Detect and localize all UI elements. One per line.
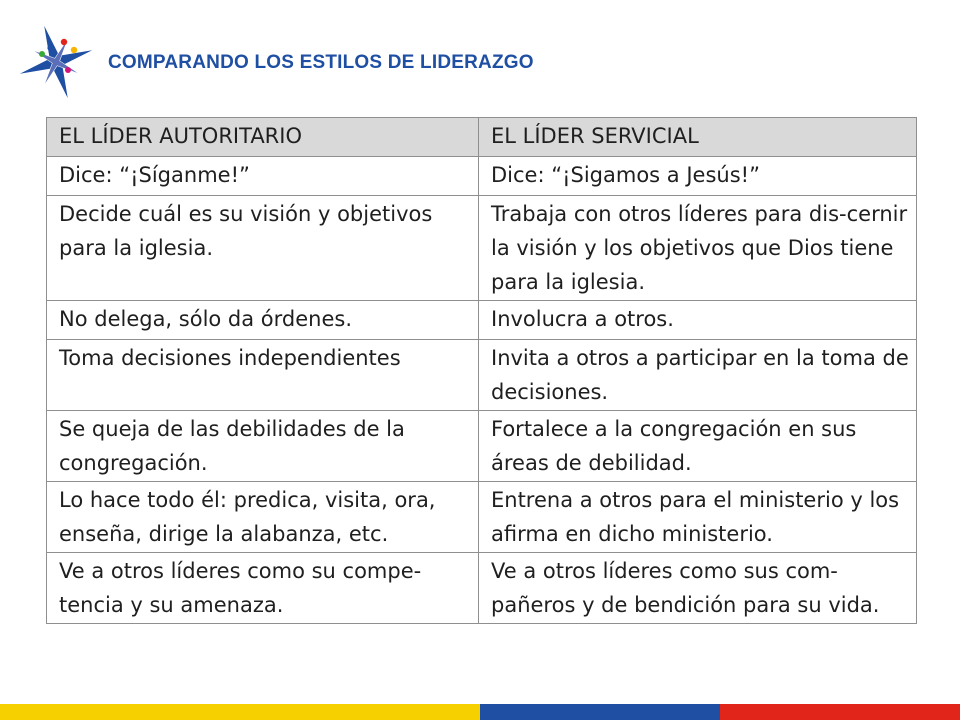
table-cell-authoritarian: Lo hace todo él: predica, visita, ora, enseña, dirige la alabanza, etc. bbox=[47, 482, 479, 553]
table-cell-authoritarian: Dice: “¡Síganme!” bbox=[47, 157, 479, 196]
column-header-servant: EL LÍDER SERVICIAL bbox=[479, 118, 917, 157]
table-cell-authoritarian: No delega, sólo da órdenes. bbox=[47, 301, 479, 340]
table-row bbox=[47, 196, 917, 301]
table-row bbox=[47, 411, 917, 482]
table-cell-authoritarian: Toma decisiones independientes bbox=[47, 340, 479, 411]
table-row bbox=[47, 157, 917, 196]
table-cell-servant: Trabaja con otros líderes para dis-cernir la visión y los objetivos que Dios tiene para la iglesia. bbox=[479, 196, 917, 301]
table-cell-servant: Dice: “¡Sigamos a Jesús!” bbox=[479, 157, 917, 196]
table-cell-servant: Involucra a otros. bbox=[479, 301, 917, 340]
table-cell-authoritarian: Ve a otros líderes como su compe-tencia y su amenaza. bbox=[47, 553, 479, 624]
table-cell-servant: Invita a otros a participar en la toma de decisiones. bbox=[479, 340, 917, 411]
flag-blue-stripe bbox=[480, 704, 720, 720]
table-row bbox=[47, 553, 917, 624]
table-cell-authoritarian: Se queja de las debilidades de la congregación. bbox=[47, 411, 479, 482]
flag-yellow-stripe bbox=[0, 704, 480, 720]
comparison-table bbox=[46, 117, 917, 624]
column-header-authoritarian: EL LÍDER AUTORITARIO bbox=[47, 118, 479, 157]
table-row bbox=[47, 340, 917, 411]
table-cell-servant: Entrena a otros para el ministerio y los afirma en dicho ministerio. bbox=[479, 482, 917, 553]
table-cell-authoritarian: Decide cuál es su visión y objetivos para la iglesia. bbox=[47, 196, 479, 301]
table-cell-servant: Ve a otros líderes como sus com-pañeros y de bendición para su vida. bbox=[479, 553, 917, 624]
table-cell-servant: Fortalece a la congregación en sus áreas de debilidad. bbox=[479, 411, 917, 482]
flag-red-stripe bbox=[720, 704, 960, 720]
table-row bbox=[47, 301, 917, 340]
flag-color-bar bbox=[0, 704, 960, 720]
table-row bbox=[47, 482, 917, 553]
compass-star-logo-icon bbox=[14, 20, 98, 104]
table-header-row bbox=[47, 118, 917, 157]
page-title: COMPARANDO LOS ESTILOS DE LIDERAZGO bbox=[108, 52, 534, 73]
